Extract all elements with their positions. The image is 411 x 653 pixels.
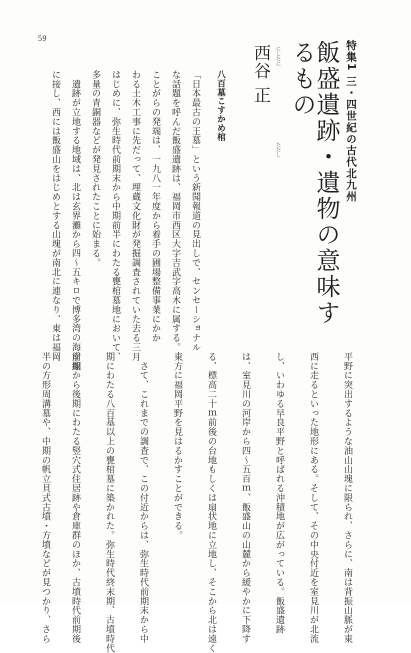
body-column: わる土木工事に先だって、埋蔵文化財が発掘調査されていた去る三月 bbox=[130, 70, 140, 362]
body-column: 半の方形周溝墓や、中期の帆立貝式古墳・方墳などが見つかり、さら bbox=[40, 352, 50, 644]
body-column: し、いわゆる早良平野と呼ばれる沖積地が広がっている。飯盛遺跡 bbox=[274, 352, 284, 634]
author-name: 西谷 正 bbox=[250, 44, 270, 105]
body-lower-block bbox=[36, 352, 372, 653]
body-column: 多量の青銅器などが発見されたことに始まる。 bbox=[90, 70, 100, 268]
author-ruby-given: ただし bbox=[275, 142, 281, 157]
body-column: 平野に突出するような油山山塊に限られ、さらに、南は背振山脈が東 bbox=[342, 352, 352, 644]
author-ruby-surname: にしたに bbox=[275, 46, 281, 66]
section-heading: 八百墓こすかめ棺 bbox=[215, 70, 226, 142]
body-column: な話題を呼んだ飯盛遺跡は、福岡市西区大字吉武字高木に属する。 bbox=[170, 70, 180, 352]
body-column: 期にわたる八百基以上の甕棺墓に築かれた。弥生時代終末期、古墳時代 bbox=[104, 352, 114, 653]
series-label: 特集1 三・四世紀の古代北九州 bbox=[345, 40, 357, 203]
body-column: 遺跡が立地する地域は、北は玄界灘から四～五キロで博多湾の海岸線 bbox=[70, 70, 80, 371]
body-column: 「日本最古の王墓」という新聞報道の見出しで、センセーショナル bbox=[190, 70, 200, 352]
body-column: ことがらの発端は、一九八一年度から着手の圃場整備事業にかか bbox=[150, 70, 160, 343]
body-column: る、標高二十ｍ前後の台地もしくは扇状地に立地し、そこから北は遠く bbox=[206, 352, 216, 653]
body-column: 東方に福岡平野を見はるかすことができる。 bbox=[172, 352, 182, 540]
author-block bbox=[234, 44, 281, 184]
body-column: 西に走るといった地形にある。そして、その中央付近を室見川が北流 bbox=[308, 352, 318, 644]
article-title: 飯盛遺跡・遺物の意味するもの bbox=[288, 40, 340, 326]
body-column: はじめに、弥生時代前期末から中期前半にわたる甕棺墓地において、 bbox=[110, 70, 120, 362]
body-column: 前期から後期にわたる竪穴式住居跡や倉庫群のほか、古墳時代前期後 bbox=[70, 352, 80, 644]
body-column: に接し、西には飯盛山をはじめとする山塊が南北に連なり、東は福岡 bbox=[50, 70, 60, 362]
page-number: 59 bbox=[38, 34, 47, 43]
title-block bbox=[288, 40, 357, 340]
body-column: さて、これまでの調査で、この付近からは、弥生時代前期末から中 bbox=[138, 352, 148, 644]
body-column: は、室見川の河岸から四～五百ｍ、飯盛山の山麓から緩やかに下降す bbox=[240, 352, 250, 644]
body-upper-block bbox=[36, 70, 232, 371]
author-ruby bbox=[275, 46, 280, 157]
